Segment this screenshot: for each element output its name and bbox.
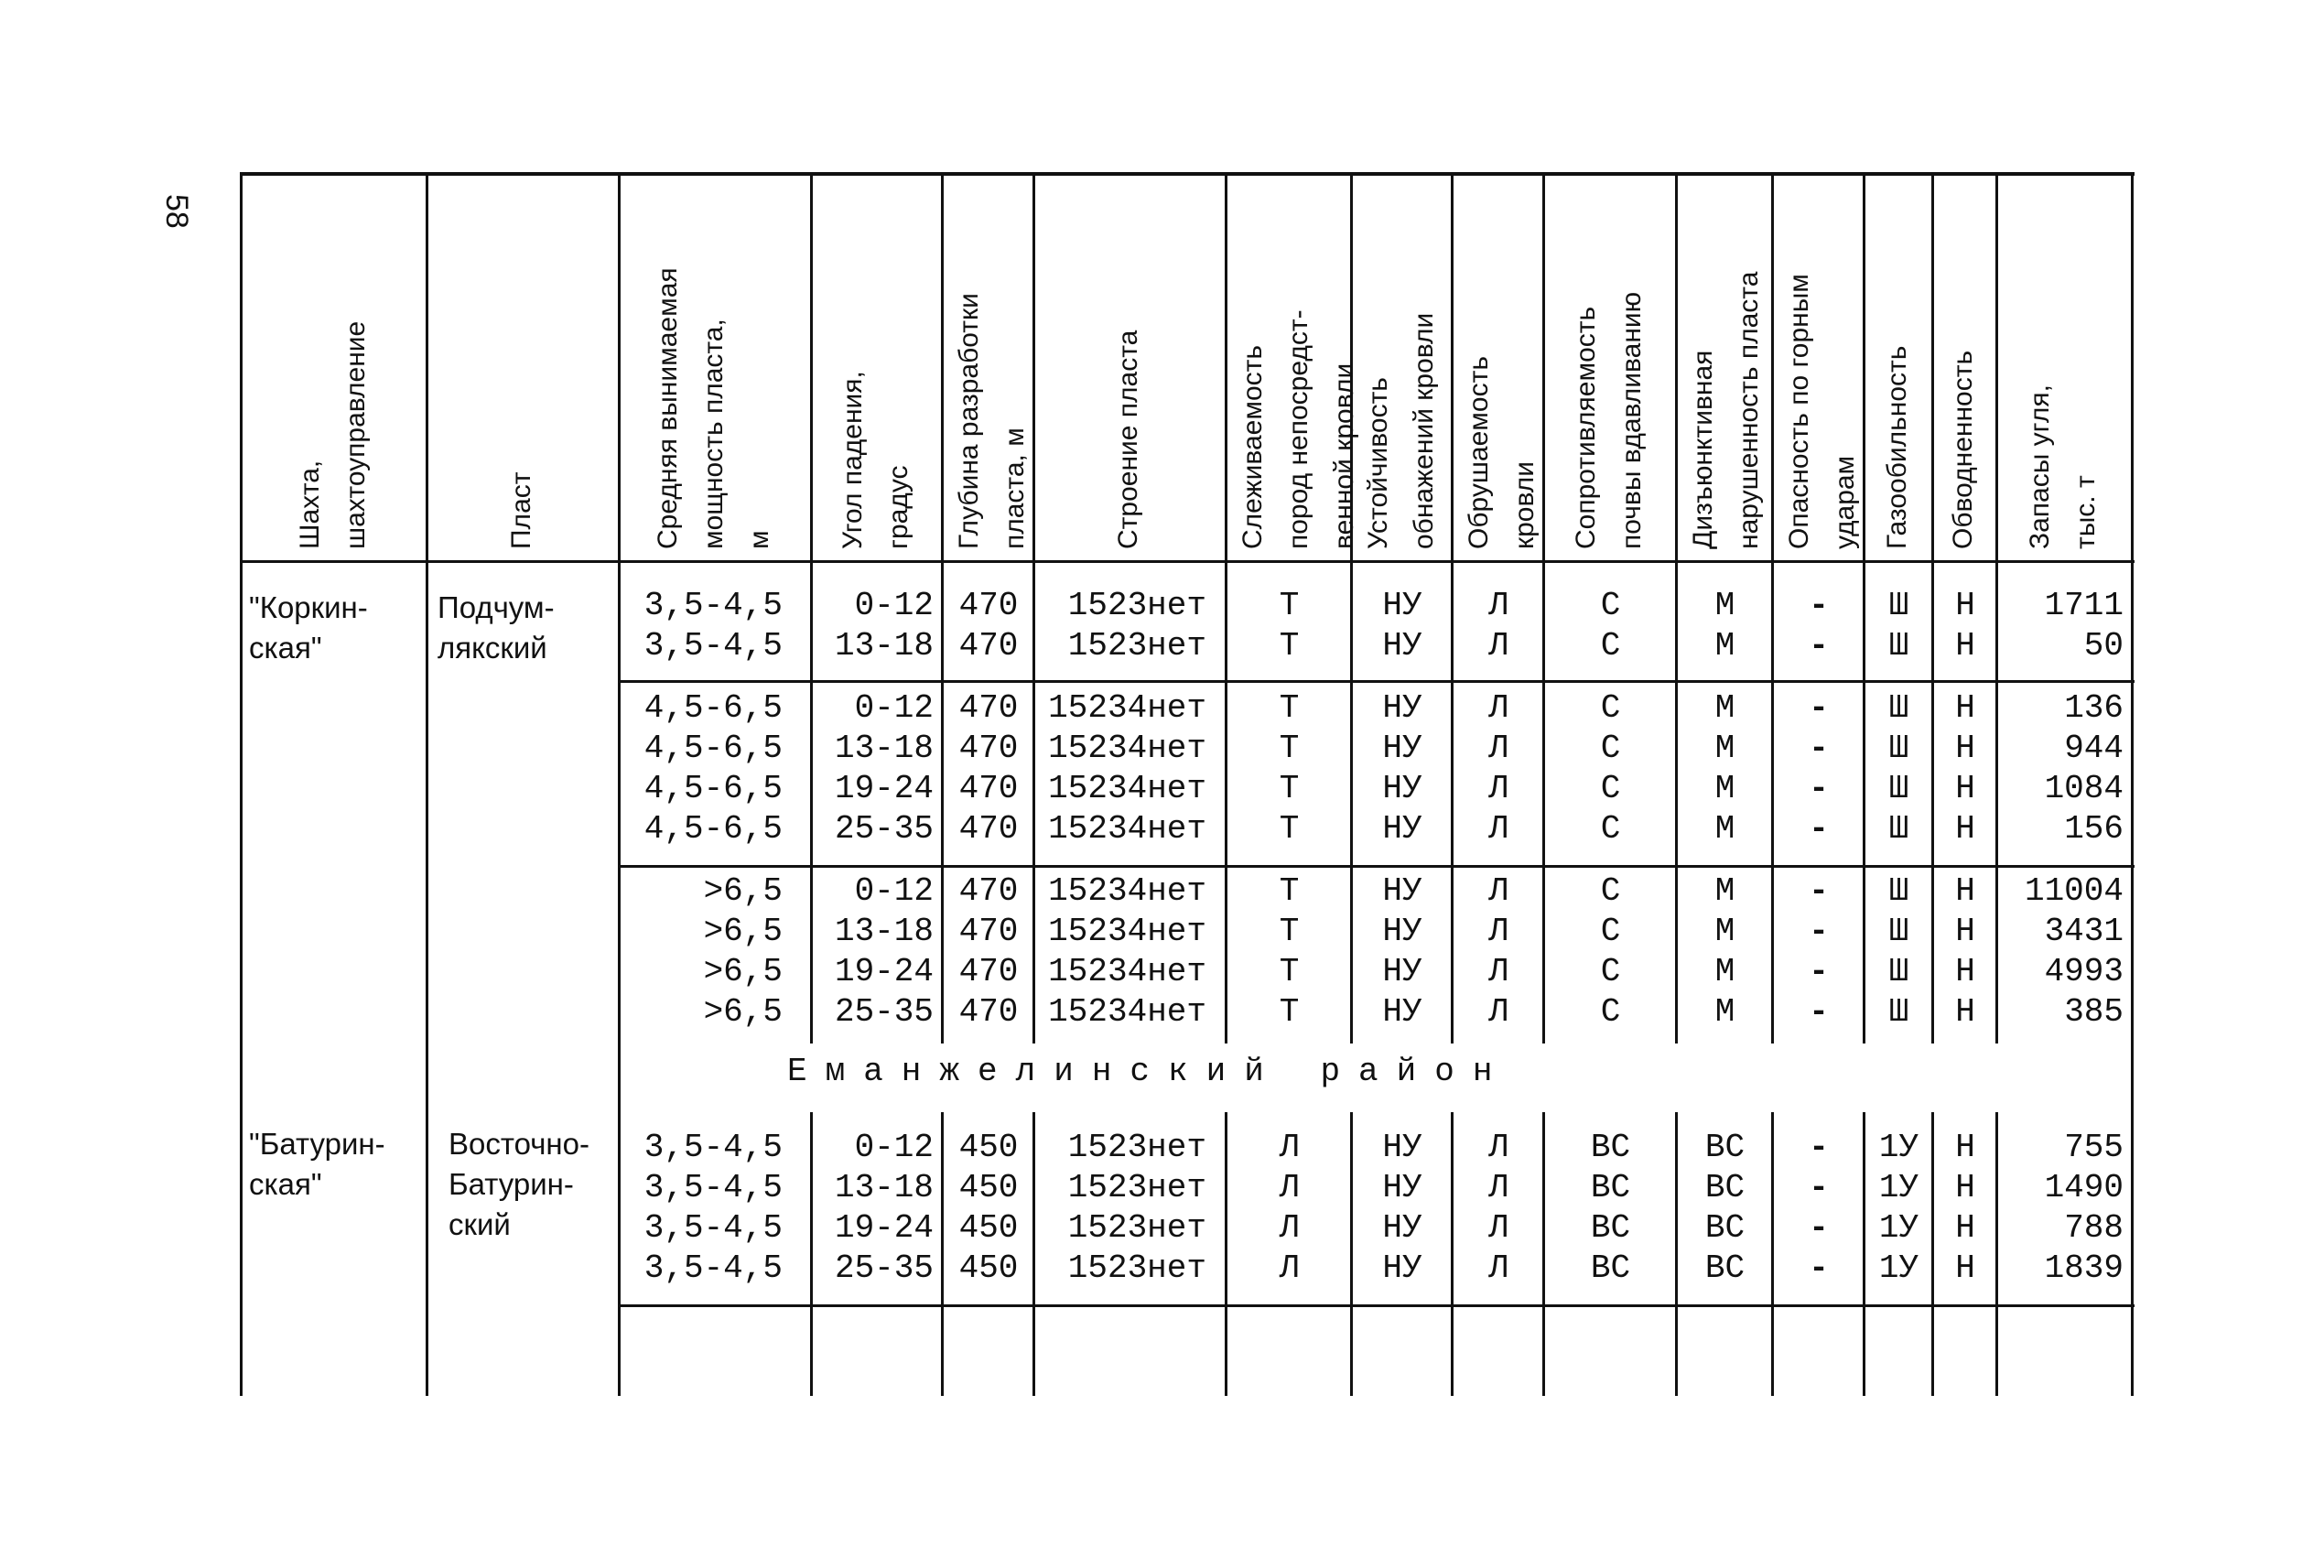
column-rule: [1451, 1112, 1454, 1396]
cell-water: Н: [1955, 730, 1975, 767]
cell-angle: 19-24: [834, 770, 934, 807]
cell-caving: Л: [1488, 872, 1508, 910]
table-top-rule: [240, 172, 2135, 176]
column-header: Обрушаемость кровли: [1464, 356, 1540, 549]
cell-angle: 25-35: [834, 810, 934, 848]
cell-gas: Ш: [1888, 587, 1909, 624]
cell-settle: Т: [1279, 730, 1300, 767]
cell-caving: Л: [1488, 1169, 1508, 1206]
cell-caving: Л: [1488, 587, 1508, 624]
cell-bump: -: [1809, 730, 1829, 767]
cell-angle: 13-18: [834, 1169, 934, 1206]
column-rule: [1542, 172, 1545, 1044]
cell-thickness: >6,5: [703, 953, 783, 990]
cell-settle: Т: [1279, 872, 1300, 910]
cell-depth: 450: [958, 1209, 1019, 1247]
cell-structure: 15234нет: [1048, 730, 1206, 767]
cell-caving: Л: [1488, 770, 1508, 807]
cell-stability: НУ: [1382, 810, 1422, 848]
cell-depth: 450: [958, 1129, 1019, 1166]
cell-bump: -: [1809, 689, 1829, 727]
cell-settle: Л: [1279, 1129, 1300, 1166]
cell-stability: НУ: [1382, 587, 1422, 624]
cell-faults: М: [1714, 993, 1735, 1031]
column-rule: [1995, 1112, 1998, 1396]
cell-water: Н: [1955, 1169, 1975, 1206]
cell-soil: С: [1600, 587, 1621, 624]
cell-water: Н: [1955, 627, 1975, 665]
cell-gas: Ш: [1888, 770, 1909, 807]
cell-depth: 470: [958, 953, 1019, 990]
cell-thickness: 4,5-6,5: [643, 730, 783, 767]
cell-bump: -: [1809, 587, 1829, 624]
cell-settle: Т: [1279, 993, 1300, 1031]
cell-bump: -: [1809, 1209, 1829, 1247]
cell-reserves: 944: [2064, 730, 2124, 767]
cell-caving: Л: [1488, 689, 1508, 727]
column-rule: [1350, 172, 1353, 1044]
cell-settle: Л: [1279, 1169, 1300, 1206]
column-rule: [2131, 172, 2134, 1396]
cell-caving: Л: [1488, 1129, 1508, 1166]
cell-water: Н: [1955, 1129, 1975, 1166]
cell-soil: ВС: [1590, 1249, 1631, 1287]
cell-faults: М: [1714, 810, 1735, 848]
cell-caving: Л: [1488, 1209, 1508, 1247]
cell-angle: 0-12: [854, 1129, 934, 1166]
cell-gas: Ш: [1888, 993, 1909, 1031]
cell-soil: ВС: [1590, 1169, 1631, 1206]
cell-soil: С: [1600, 872, 1621, 910]
cell-soil: С: [1600, 913, 1621, 950]
cell-gas: 1У: [1878, 1129, 1919, 1166]
cell-bump: -: [1809, 810, 1829, 848]
cell-reserves: 136: [2064, 689, 2124, 727]
cell-gas: Ш: [1888, 810, 1909, 848]
column-rule: [1451, 172, 1454, 1044]
cell-stability: НУ: [1382, 770, 1422, 807]
group-rule: [618, 1304, 2135, 1307]
cell-structure: 1523нет: [1067, 587, 1206, 624]
cell-angle: 19-24: [834, 953, 934, 990]
cell-depth: 470: [958, 872, 1019, 910]
cell-thickness: >6,5: [703, 913, 783, 950]
cell-reserves: 1711: [2044, 587, 2124, 624]
column-rule: [1931, 1112, 1934, 1396]
header-bottom-rule: [240, 560, 2135, 563]
cell-reserves: 1839: [2044, 1249, 2124, 1287]
column-rule: [1675, 1112, 1678, 1396]
column-rule: [1225, 1112, 1227, 1396]
column-header: Обводненность: [1948, 350, 1978, 549]
cell-water: Н: [1955, 913, 1975, 950]
cell-angle: 13-18: [834, 913, 934, 950]
cell-angle: 0-12: [854, 587, 934, 624]
page-number: 58: [159, 194, 194, 229]
cell-settle: Т: [1279, 587, 1300, 624]
cell-water: Н: [1955, 1209, 1975, 1247]
column-rule: [1995, 172, 1998, 1044]
column-rule: [810, 1112, 813, 1396]
cell-depth: 470: [958, 913, 1019, 950]
cell-stability: НУ: [1382, 1169, 1422, 1206]
cell-water: Н: [1955, 1249, 1975, 1287]
cell-structure: 1523нет: [1067, 1169, 1206, 1206]
cell-reserves: 385: [2064, 993, 2124, 1031]
cell-water: Н: [1955, 810, 1975, 848]
cell-depth: 470: [958, 689, 1019, 727]
mine-name: "Батурин- ская": [249, 1127, 385, 1201]
column-header: Дизъюнктивная нарушенность пласта: [1688, 271, 1764, 549]
cell-stability: НУ: [1382, 730, 1422, 767]
cell-structure: 15234нет: [1048, 953, 1206, 990]
cell-faults: М: [1714, 689, 1735, 727]
column-rule: [810, 172, 813, 1044]
column-header: Устойчивость обнажений кровли: [1363, 312, 1439, 549]
column-rule: [618, 172, 621, 1396]
column-header: Запасы угля, тыс. т: [2025, 384, 2101, 549]
cell-soil: ВС: [1590, 1209, 1631, 1247]
column-rule: [426, 172, 428, 1396]
cell-depth: 470: [958, 587, 1019, 624]
cell-water: Н: [1955, 770, 1975, 807]
cell-structure: 1523нет: [1067, 1129, 1206, 1166]
cell-faults: ВС: [1704, 1249, 1746, 1287]
cell-faults: М: [1714, 587, 1735, 624]
column-header: Слеживаемость пород непосредст- венной кровли: [1238, 309, 1359, 549]
column-rule: [1350, 1112, 1353, 1396]
cell-bump: -: [1809, 993, 1829, 1031]
cell-bump: -: [1809, 1169, 1829, 1206]
cell-settle: Т: [1279, 953, 1300, 990]
cell-structure: 15234нет: [1048, 689, 1206, 727]
cell-thickness: 4,5-6,5: [643, 689, 783, 727]
cell-gas: Ш: [1888, 689, 1909, 727]
cell-stability: НУ: [1382, 1129, 1422, 1166]
cell-structure: 15234нет: [1048, 770, 1206, 807]
cell-structure: 1523нет: [1067, 1249, 1206, 1287]
cell-gas: Ш: [1888, 953, 1909, 990]
cell-reserves: 1490: [2044, 1169, 2124, 1206]
cell-faults: М: [1714, 627, 1735, 665]
column-header: Пласт: [506, 471, 536, 549]
cell-angle: 13-18: [834, 627, 934, 665]
mine-name: "Коркин- ская": [249, 590, 368, 665]
cell-reserves: 11004: [2024, 872, 2124, 910]
cell-water: Н: [1955, 993, 1975, 1031]
cell-structure: 15234нет: [1048, 913, 1206, 950]
cell-bump: -: [1809, 953, 1829, 990]
cell-bump: -: [1809, 1249, 1829, 1287]
cell-reserves: 755: [2064, 1129, 2124, 1166]
cell-stability: НУ: [1382, 993, 1422, 1031]
column-rule: [1771, 1112, 1774, 1396]
cell-faults: ВС: [1704, 1129, 1746, 1166]
cell-settle: Т: [1279, 810, 1300, 848]
cell-angle: 0-12: [854, 689, 934, 727]
cell-gas: 1У: [1878, 1209, 1919, 1247]
cell-thickness: >6,5: [703, 993, 783, 1031]
seam-name: Восточно- Батурин- ский: [449, 1127, 589, 1241]
column-rule: [1542, 1112, 1545, 1396]
cell-reserves: 50: [2083, 627, 2124, 665]
cell-faults: ВС: [1704, 1169, 1746, 1206]
cell-soil: С: [1600, 627, 1621, 665]
cell-caving: Л: [1488, 913, 1508, 950]
cell-angle: 19-24: [834, 1209, 934, 1247]
cell-bump: -: [1809, 1129, 1829, 1166]
cell-settle: Т: [1279, 627, 1300, 665]
cell-reserves: 4993: [2044, 953, 2124, 990]
cell-gas: Ш: [1888, 627, 1909, 665]
cell-stability: НУ: [1382, 872, 1422, 910]
cell-thickness: 3,5-4,5: [643, 1169, 783, 1206]
cell-soil: ВС: [1590, 1129, 1631, 1166]
cell-depth: 470: [958, 770, 1019, 807]
cell-structure: 15234нет: [1048, 872, 1206, 910]
group-rule: [618, 865, 2135, 868]
cell-soil: С: [1600, 810, 1621, 848]
cell-reserves: 3431: [2044, 913, 2124, 950]
cell-bump: -: [1809, 913, 1829, 950]
cell-reserves: 156: [2064, 810, 2124, 848]
cell-faults: М: [1714, 730, 1735, 767]
cell-caving: Л: [1488, 627, 1508, 665]
cell-gas: 1У: [1878, 1249, 1919, 1287]
column-rule: [1863, 1112, 1865, 1396]
cell-stability: НУ: [1382, 953, 1422, 990]
cell-settle: Т: [1279, 913, 1300, 950]
column-rule: [1675, 172, 1678, 1044]
cell-angle: 25-35: [834, 993, 934, 1031]
cell-gas: Ш: [1888, 730, 1909, 767]
cell-angle: 25-35: [834, 1249, 934, 1287]
group-rule: [618, 680, 2135, 683]
cell-structure: 15234нет: [1048, 810, 1206, 848]
column-header: Шахта, шахтоуправление: [294, 320, 371, 549]
cell-structure: 1523нет: [1067, 1209, 1206, 1247]
cell-faults: М: [1714, 770, 1735, 807]
cell-faults: ВС: [1704, 1209, 1746, 1247]
cell-structure: 15234нет: [1048, 993, 1206, 1031]
cell-faults: М: [1714, 953, 1735, 990]
cell-soil: С: [1600, 689, 1621, 727]
cell-stability: НУ: [1382, 627, 1422, 665]
column-header: Глубина разработки пласта, м: [954, 293, 1030, 549]
cell-thickness: 3,5-4,5: [643, 587, 783, 624]
cell-water: Н: [1955, 587, 1975, 624]
cell-reserves: 1084: [2044, 770, 2124, 807]
cell-water: Н: [1955, 689, 1975, 727]
cell-stability: НУ: [1382, 1209, 1422, 1247]
cell-stability: НУ: [1382, 689, 1422, 727]
cell-depth: 470: [958, 810, 1019, 848]
cell-stability: НУ: [1382, 1249, 1422, 1287]
column-rule: [1931, 172, 1934, 1044]
column-header: Угол падения, градус: [837, 371, 913, 549]
cell-thickness: >6,5: [703, 872, 783, 910]
region-title: Еманжелинский район: [787, 1053, 1511, 1090]
cell-structure: 1523нет: [1067, 627, 1206, 665]
cell-bump: -: [1809, 872, 1829, 910]
cell-reserves: 788: [2064, 1209, 2124, 1247]
cell-faults: М: [1714, 913, 1735, 950]
cell-stability: НУ: [1382, 913, 1422, 950]
cell-soil: С: [1600, 953, 1621, 990]
cell-thickness: 4,5-6,5: [643, 810, 783, 848]
cell-bump: -: [1809, 627, 1829, 665]
column-rule: [1225, 172, 1227, 1044]
column-rule: [240, 172, 243, 1396]
column-header: Сопротивляемость почвы вдавливанию: [1570, 291, 1647, 549]
cell-depth: 470: [958, 627, 1019, 665]
cell-caving: Л: [1488, 993, 1508, 1031]
cell-depth: 470: [958, 993, 1019, 1031]
cell-settle: Л: [1279, 1209, 1300, 1247]
cell-caving: Л: [1488, 810, 1508, 848]
cell-depth: 450: [958, 1169, 1019, 1206]
column-rule: [1032, 1112, 1035, 1396]
cell-settle: Т: [1279, 770, 1300, 807]
cell-thickness: 3,5-4,5: [643, 1249, 783, 1287]
column-rule: [941, 172, 944, 1044]
seam-name: Подчум- лякский: [438, 590, 555, 665]
cell-water: Н: [1955, 872, 1975, 910]
cell-settle: Л: [1279, 1249, 1300, 1287]
cell-bump: -: [1809, 770, 1829, 807]
cell-depth: 470: [958, 730, 1019, 767]
cell-depth: 450: [958, 1249, 1019, 1287]
cell-soil: С: [1600, 770, 1621, 807]
column-header: Опасность по горным ударам: [1784, 274, 1860, 549]
column-header: Средняя вынимаемая мощность пласта, м: [653, 267, 774, 549]
cell-water: Н: [1955, 953, 1975, 990]
cell-gas: Ш: [1888, 913, 1909, 950]
cell-thickness: 3,5-4,5: [643, 1129, 783, 1166]
column-rule: [941, 1112, 944, 1396]
cell-gas: Ш: [1888, 872, 1909, 910]
cell-caving: Л: [1488, 730, 1508, 767]
cell-caving: Л: [1488, 1249, 1508, 1287]
column-header: Строение пласта: [1113, 330, 1143, 549]
column-header: Газообильность: [1881, 345, 1912, 549]
cell-soil: С: [1600, 730, 1621, 767]
cell-caving: Л: [1488, 953, 1508, 990]
cell-thickness: 3,5-4,5: [643, 1209, 783, 1247]
cell-thickness: 3,5-4,5: [643, 627, 783, 665]
cell-angle: 13-18: [834, 730, 934, 767]
cell-settle: Т: [1279, 689, 1300, 727]
cell-soil: С: [1600, 993, 1621, 1031]
cell-gas: 1У: [1878, 1169, 1919, 1206]
cell-faults: М: [1714, 872, 1735, 910]
cell-thickness: 4,5-6,5: [643, 770, 783, 807]
cell-angle: 0-12: [854, 872, 934, 910]
